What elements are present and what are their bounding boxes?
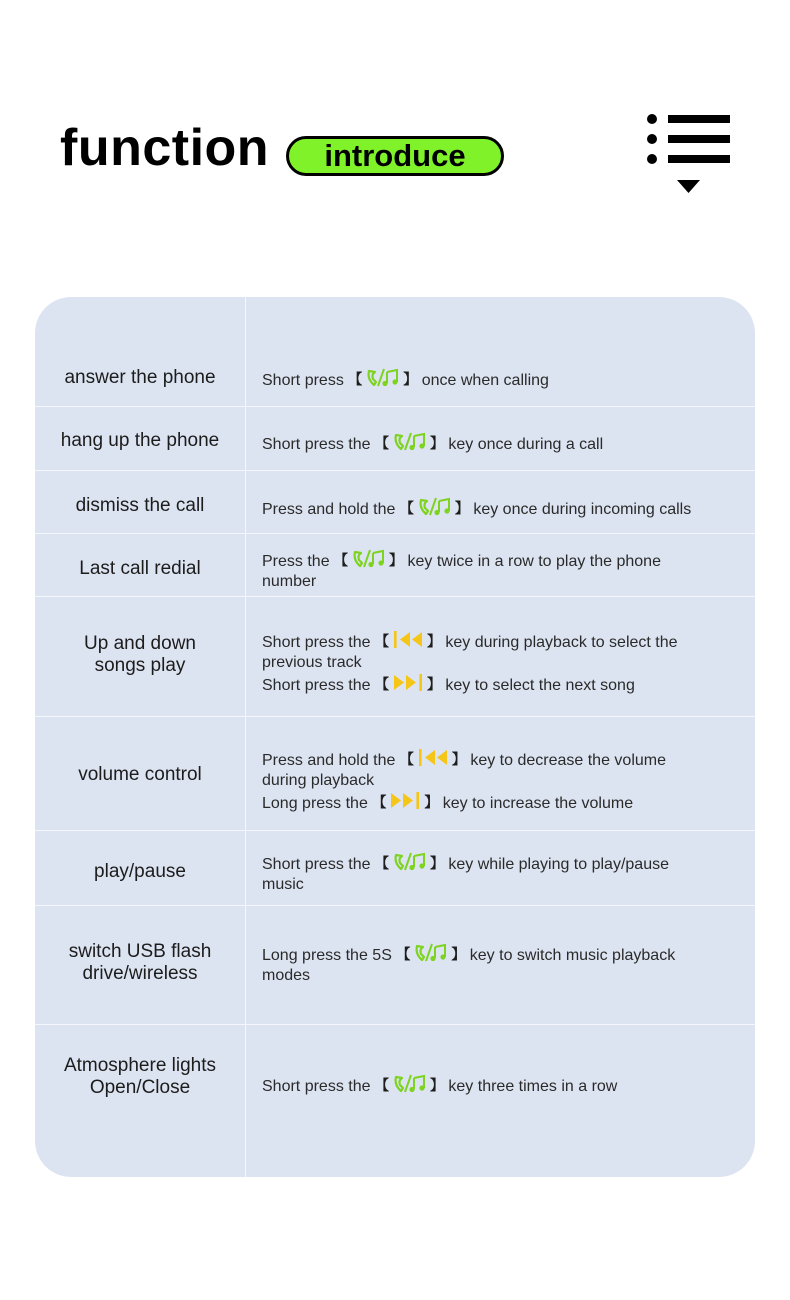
title-badge: introduce [286, 136, 504, 176]
function-label: answer the phone [64, 367, 216, 388]
function-description: Press and hold the 【 】 key once during incoming calls [262, 496, 748, 520]
function-label: Up and down songs play [84, 633, 196, 676]
phone-music-icon [418, 496, 451, 517]
function-description: Press the 【 】 key twice in a row to play the phone number [262, 548, 748, 591]
function-description: Long press the 5S 【 】 key to switch music playback modes [262, 942, 748, 985]
function-label: volume control [78, 764, 202, 785]
table-row [35, 1025, 755, 1177]
table-row [35, 407, 755, 471]
phone-music-icon [366, 367, 399, 388]
previous-track-icon [418, 747, 448, 768]
table-row [35, 471, 755, 534]
previous-track-icon [393, 629, 423, 650]
list-menu-icon[interactable] [644, 110, 736, 200]
next-track-icon [393, 672, 423, 693]
phone-music-icon [393, 851, 426, 872]
phone-music-icon [393, 431, 426, 452]
phone-music-icon [393, 1073, 426, 1094]
function-label: Last call redial [79, 558, 201, 579]
function-label: play/pause [94, 861, 186, 882]
phone-music-icon [352, 548, 385, 569]
function-description: Short press the 【 】 key during playback to select the previous track Short press the 【 】 key to select the next song [262, 629, 748, 696]
function-description: Short press the 【 】 key once during a call [262, 431, 748, 455]
next-track-icon [390, 790, 420, 811]
function-label: Atmosphere lights Open/Close [63, 1055, 217, 1098]
function-description: Short press the 【 】 key while playing to play/pause music [262, 851, 748, 894]
table-row [35, 831, 755, 906]
function-table [35, 297, 755, 1177]
function-label: dismiss the call [75, 495, 205, 516]
table-row [35, 534, 755, 597]
function-description: Press and hold the 【 】 key to decrease the volume during playback Long press the 【 】 key to increase the volume [262, 747, 748, 814]
phone-music-icon [414, 942, 447, 963]
page-title: function [60, 119, 270, 177]
function-label: hang up the phone [60, 430, 220, 451]
function-label: switch USB flash drive/wireless [68, 941, 212, 984]
function-description: Short press the 【 】 key three times in a row [262, 1073, 748, 1097]
table-row [35, 597, 755, 717]
table-row [35, 717, 755, 831]
table-row [35, 906, 755, 1025]
function-description: Short press 【 】 once when calling [262, 367, 748, 391]
table-row [35, 297, 755, 407]
